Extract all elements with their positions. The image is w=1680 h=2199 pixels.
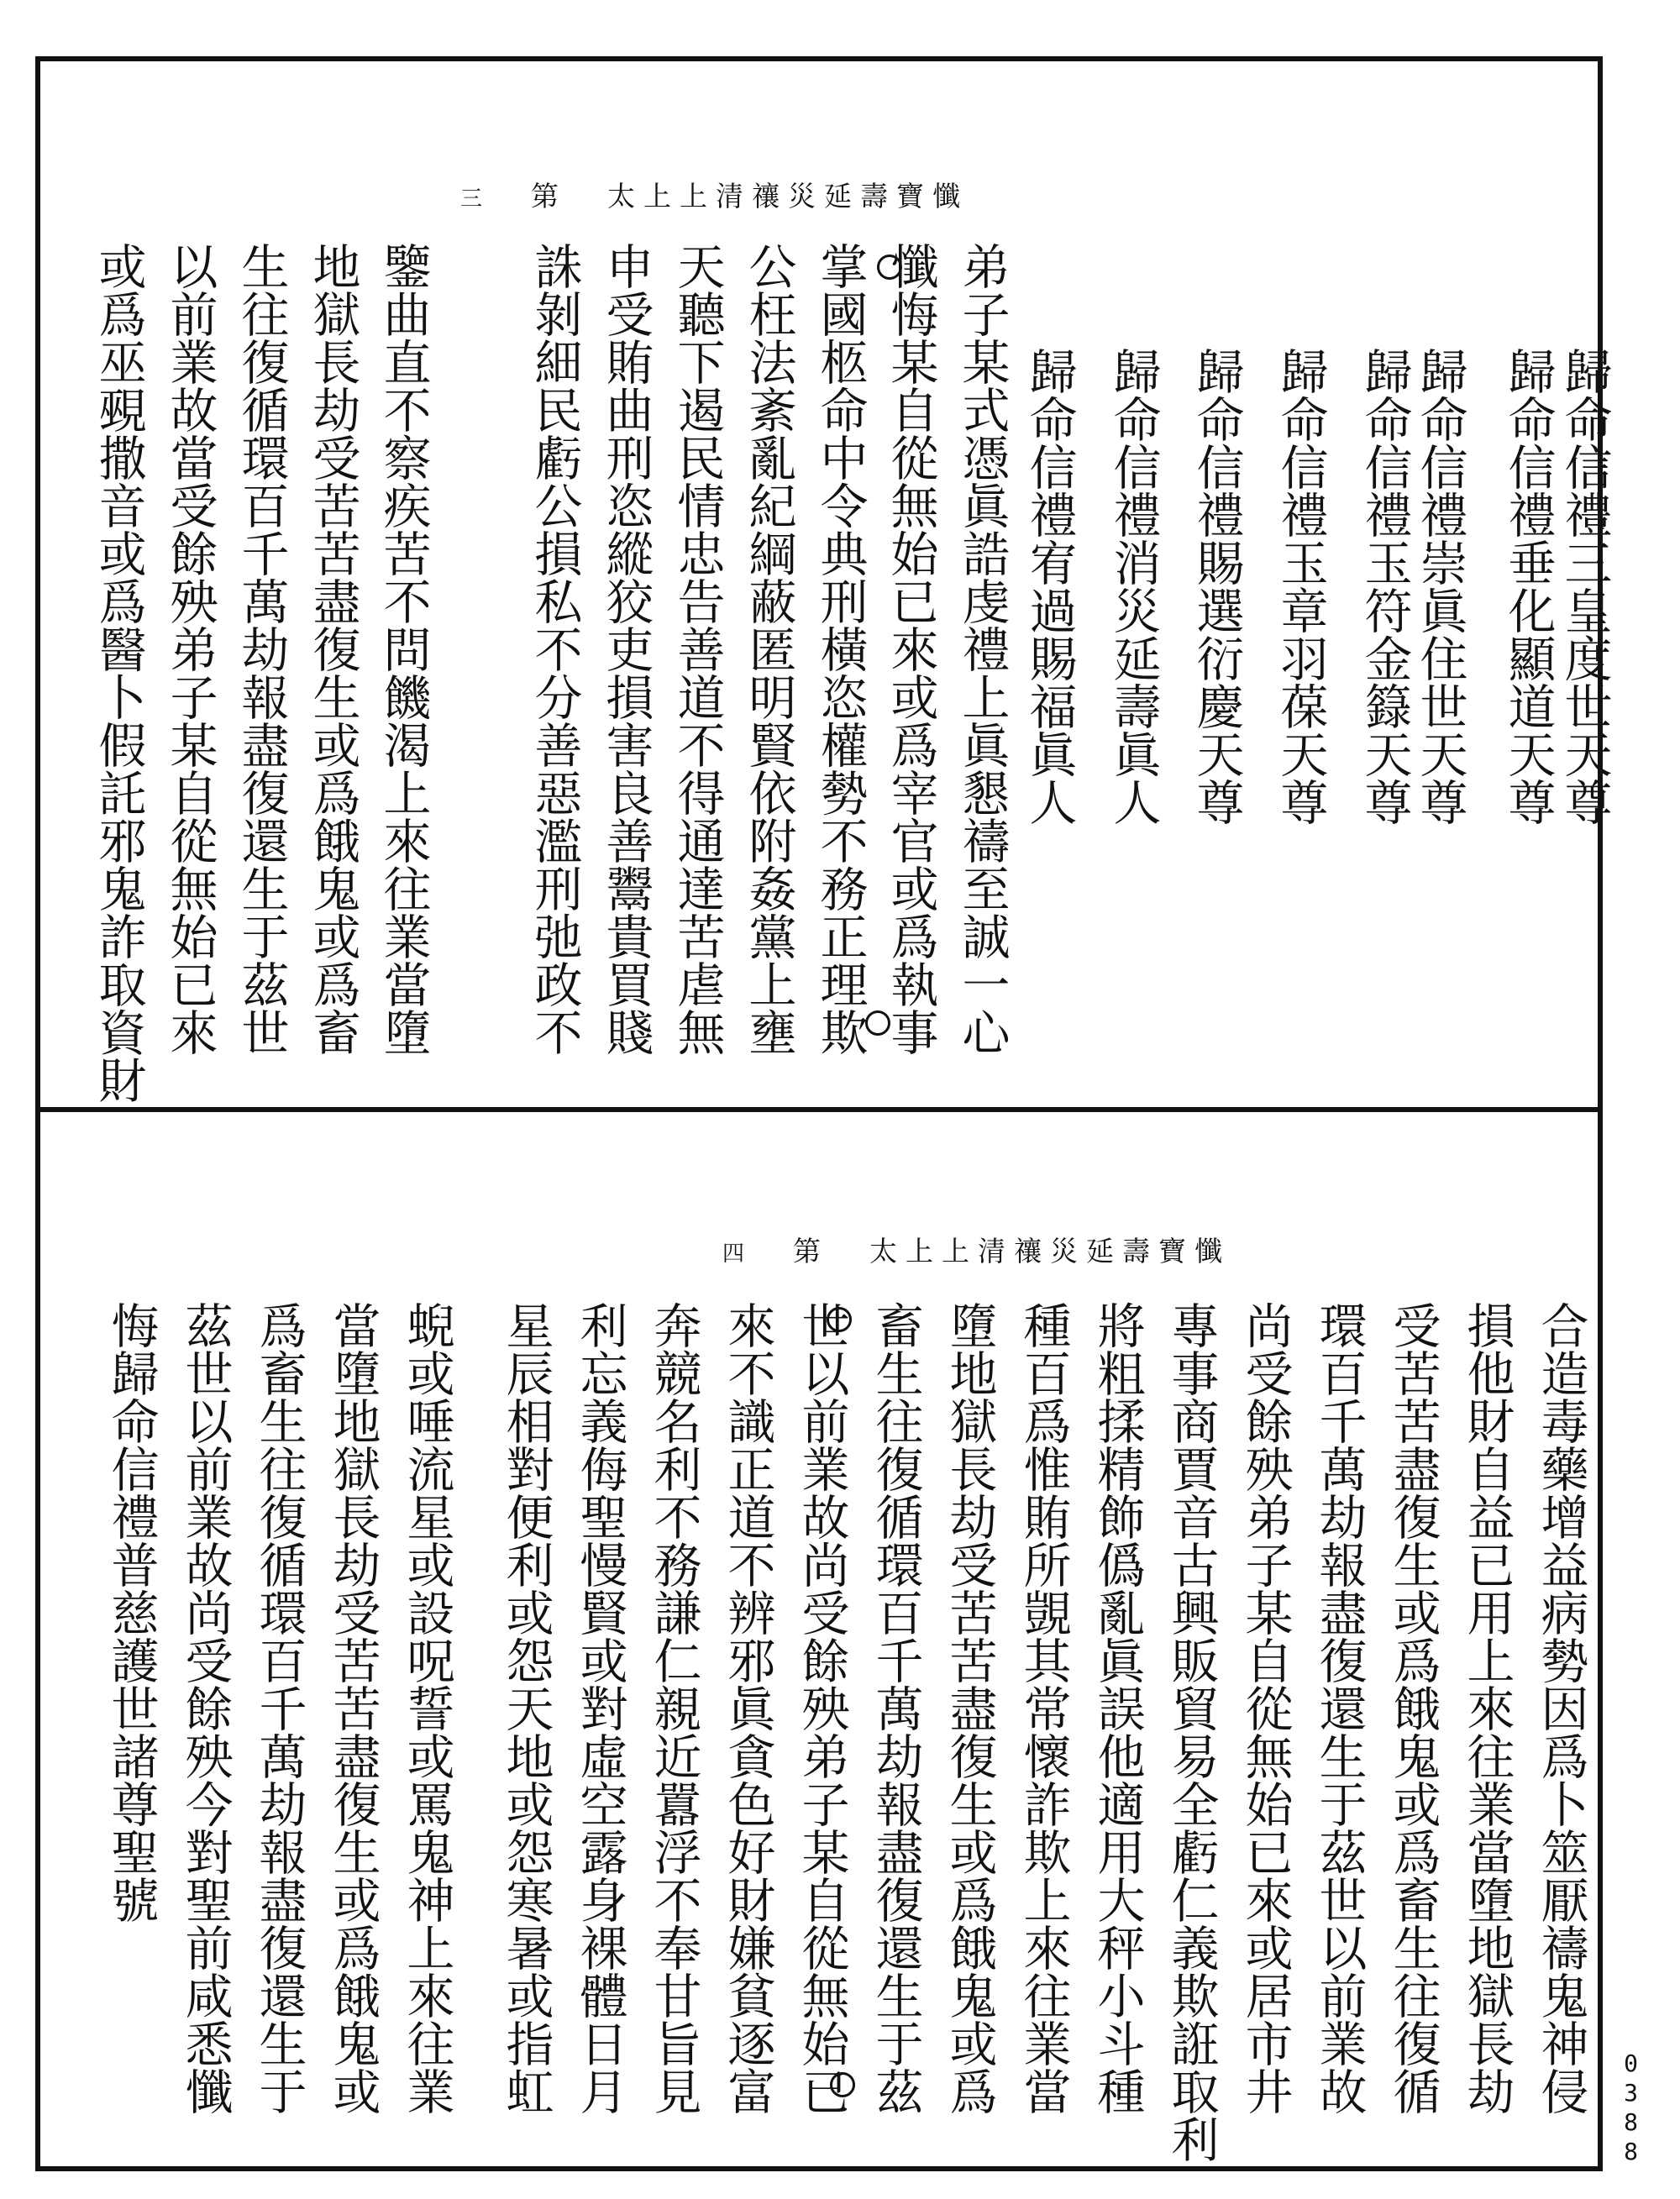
text-column: 世以前業故尚受餘殃弟子某自從無始已 bbox=[794, 1301, 849, 2115]
text-column: 奔競名利不務謙仁親近囂浮不奉甘旨見 bbox=[646, 1301, 701, 2115]
text-column: 歸命信禮崇眞住世天尊 bbox=[1412, 347, 1467, 826]
text-column: 或爲巫覡撒音或爲醫卜假託邪鬼詐取資財 bbox=[91, 242, 146, 1104]
text-column: 環百千萬劫報盡復還生于茲世以前業故 bbox=[1311, 1301, 1367, 2115]
section-marker-circle bbox=[827, 1307, 852, 1332]
text-column: 掌國柩命中令典刑橫恣權勢不務正理欺 bbox=[812, 242, 868, 1056]
section-marker-circle bbox=[877, 255, 902, 280]
top-page-label: 三 bbox=[460, 186, 491, 212]
text-column: 鑒曲直不察疾苦不問饑渴上來往業當墮 bbox=[375, 242, 431, 1056]
bottom-page-label: 四 bbox=[722, 1241, 753, 1267]
text-column: 天聽下遏民情忠告善道不得通達苦虐無 bbox=[669, 242, 725, 1056]
text-column: 專事商賈音古興販貿易全虧仁義欺誑取利 bbox=[1163, 1301, 1219, 2163]
page-number: 0388 bbox=[1617, 2049, 1645, 2167]
bottom-running-header bbox=[722, 1230, 1231, 1269]
text-column: 懺悔某自從無始已來或爲宰官或爲執事 bbox=[883, 242, 938, 1056]
top-panel bbox=[40, 61, 1612, 1107]
text-column: 歸命信禮玉章羽葆天尊 bbox=[1273, 347, 1328, 826]
text-column: 誅剝細民虧公損私不分善惡濫刑弛政不 bbox=[527, 242, 582, 1056]
text-column: 損他財自益已用上來往業當墮地獄長劫 bbox=[1459, 1301, 1515, 2115]
section-marker-circle bbox=[830, 2072, 855, 2097]
text-column: 爲畜生往復循環百千萬劫報盡復還生于 bbox=[251, 1301, 307, 2115]
text-column: 弟子某式憑眞誥虔禮上眞懇禱至誠一心 bbox=[954, 242, 1010, 1056]
text-column: 申受賄曲刑恣縱狡吏損害良善鬻貴買賤 bbox=[598, 242, 654, 1056]
text-column: 生往復循環百千萬劫報盡復還生于茲世 bbox=[234, 242, 289, 1056]
bottom-panel bbox=[40, 1112, 1598, 2166]
top-title: 太上上清禳災延壽寶懺 bbox=[607, 180, 969, 213]
text-column: 悔歸命信禮普慈護世諸尊聖號 bbox=[103, 1301, 159, 1923]
section-marker-circle bbox=[865, 1010, 890, 1036]
text-column: 以前業故當受餘殃弟子某自從無始已來 bbox=[162, 242, 218, 1056]
text-column: 墮地獄長劫受苦苦盡復生或爲餓鬼或爲 bbox=[942, 1301, 997, 2115]
bottom-section-label: 第 bbox=[793, 1235, 830, 1267]
text-column: 將粗揉精飾僞亂眞誤他適用大秤小斗種 bbox=[1089, 1301, 1145, 2115]
text-column: 尚受餘殃弟子某自從無始已來或居市井 bbox=[1237, 1301, 1293, 2115]
text-column: 畜生往復循環百千萬劫報盡復還生于茲 bbox=[868, 1301, 923, 2115]
text-column: 種百爲惟賄所覬其常懷詐欺上來往業當 bbox=[1016, 1301, 1071, 2115]
text-column: 歸命信禮消災延壽眞人 bbox=[1105, 347, 1161, 826]
top-running-header bbox=[460, 175, 969, 214]
text-column: 合造毒藥增益病勢因爲卜筮厭禱鬼神侵 bbox=[1533, 1301, 1588, 2115]
text-column: 星辰相對便利或怨天地或怨寒暑或指虹 bbox=[498, 1301, 554, 2115]
text-column: 歸命信禮三皇度世天尊 bbox=[1557, 347, 1612, 826]
text-column: 歸命信禮宥過賜福眞人 bbox=[1021, 347, 1077, 826]
text-column: 來不識正道不辨邪眞貪色好財嫌貧逐富 bbox=[720, 1301, 775, 2115]
text-column: 利忘義侮聖慢賢或對虛空露身裸體日月 bbox=[572, 1301, 627, 2115]
text-column: 公枉法紊亂紀綱蔽匿明賢依附姦黨上壅 bbox=[741, 242, 796, 1056]
text-column: 歸命信禮賜選衍慶天尊 bbox=[1189, 347, 1244, 826]
text-column: 茲世以前業故尚受餘殃今對聖前咸悉懺 bbox=[177, 1301, 233, 2115]
text-column: 受苦苦盡復生或爲餓鬼或爲畜生往復循 bbox=[1385, 1301, 1441, 2115]
text-column: 地獄長劫受苦苦盡復生或爲餓鬼或爲畜 bbox=[305, 242, 360, 1056]
bottom-title: 太上上清禳災延壽寶懺 bbox=[869, 1235, 1231, 1267]
text-column: 歸命信禮垂化顯道天尊 bbox=[1500, 347, 1556, 826]
text-column: 歸命信禮玉符金籙天尊 bbox=[1357, 347, 1412, 826]
text-column: 蜺或唾流星或設呪誓或罵鬼神上來往業 bbox=[399, 1301, 454, 2115]
text-column: 當墮地獄長劫受苦苦盡復生或爲餓鬼或 bbox=[325, 1301, 381, 2115]
top-section-label: 第 bbox=[531, 180, 568, 213]
